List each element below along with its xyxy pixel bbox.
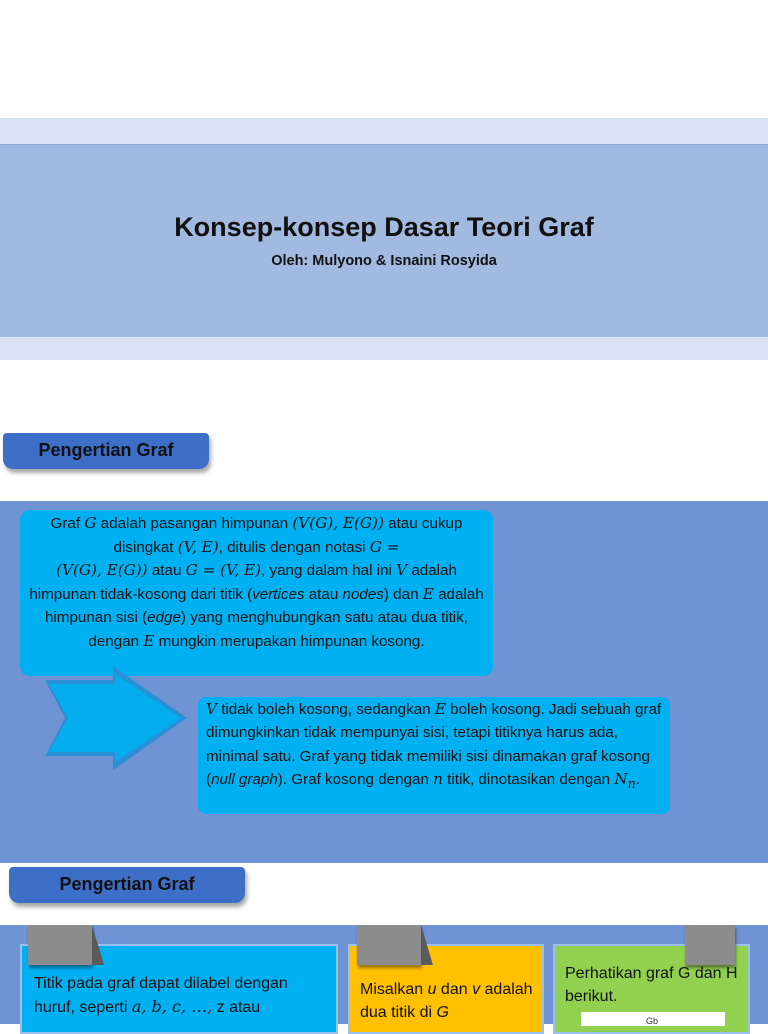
card-label-vertices: Titik pada graf dapat dilabel dengan huruf, seperti a, b, c, …, z atau <box>20 944 338 1034</box>
empty-graph-box: V tidak boleh kosong, sedangkan E boleh kosong. Jadi sebuah graf dimungkinkan tidak mempunyai sisi, tetapi titiknya harus ada, minimal satu. Graf yang tidak memiliki sisi dinamakan graf kosong (null graph). Graf kosong dengan n titik, dinotasikan dengan $N_n$. <box>198 697 670 814</box>
card-vertices-u-v: Misalkan u dan v adalah dua titik di G <box>348 944 544 1034</box>
arrow-right-icon <box>35 666 195 770</box>
card-tab-grey <box>357 925 421 965</box>
section-title-pengertian-graf-2: Pengertian Graf <box>9 867 245 903</box>
slide-subtitle: Oleh: Mulyono & Isnaini Rosyida <box>271 253 497 269</box>
slide-title: Konsep-konsep Dasar Teori Graf <box>174 212 594 242</box>
section-title-pengertian-graf: Pengertian Graf <box>3 433 209 469</box>
figure-label: Gb <box>646 1016 659 1026</box>
title-band-top <box>0 118 768 144</box>
card-tab-grey <box>685 925 735 965</box>
card-tab-fold <box>92 925 104 965</box>
title-band-bottom <box>0 337 768 360</box>
card-tab-fold <box>421 925 433 965</box>
card-tab-grey <box>28 925 92 965</box>
card-graph-g-h: Perhatikan graf G dan H berikut. <box>553 944 750 1034</box>
definition-box: Graf G adalah pasangan himpunan (V(G), E(G)) atau cukup disingkat (V, E), ditulis dengan notasi G = (V(G), E(G)) atau G = (V, E), yang dalam hal ini V adalah himpunan tidak-kosong dari titik (vertices atau nodes) dan E adalah himpunan sisi (edge) yang menghubungkan satu atau dua titik, dengan E mungkin merupakan himpunan kosong. <box>20 510 493 676</box>
